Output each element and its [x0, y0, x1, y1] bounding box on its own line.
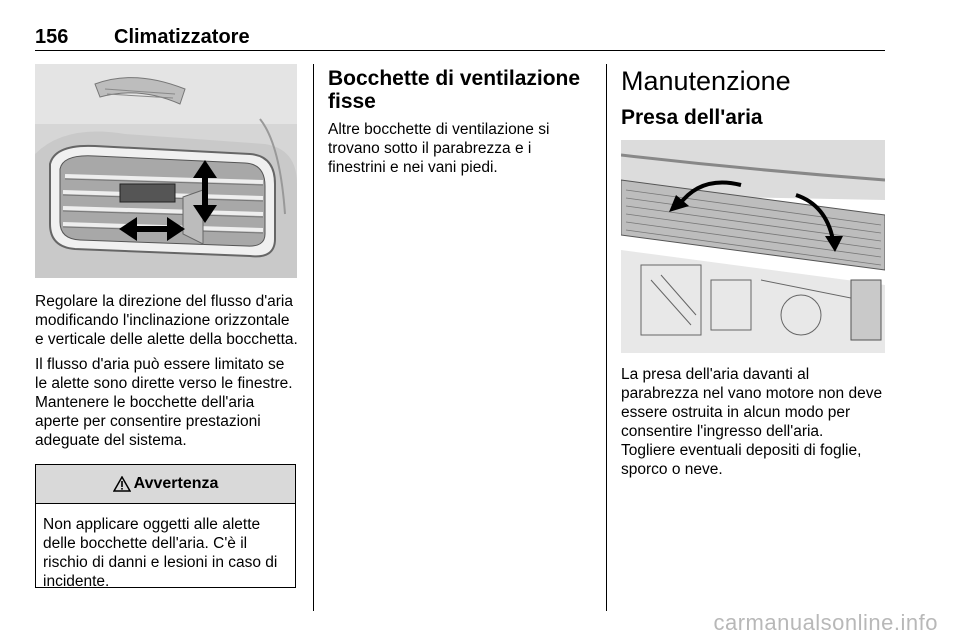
warning-text: Non applicare oggetti alle alette delle bocchette dell'aria. C'è il rischio di danni e lesioni in caso di incidente.: [43, 516, 278, 590]
air-intake-paragraph: La presa dell'aria davanti al parabrezza nel vano motore non deve essere ostruita in alcun modo per consentire l'ingresso dell'aria.: [621, 366, 883, 440]
warning-box: [35, 464, 296, 588]
air-vent-illustration: [35, 64, 297, 278]
fixed-vents-paragraph: Altre bocchette di ventilazione si trovano sotto il parabrezza e i finestrini e nei vani piedi.: [328, 121, 550, 176]
right-column-head: [621, 66, 886, 130]
air-intake-subtitle: Presa dell'aria: [621, 106, 763, 129]
right-column-text: [621, 365, 886, 485]
chapter-title: Climatizzatore: [114, 26, 250, 48]
warning-header: [36, 465, 295, 504]
vent-adjust-paragraph: Regolare la direzione del flusso d'aria modificando l'inclinazione orizzontale e verticale delle alette della bocchetta.: [35, 293, 298, 348]
header-rule: [35, 50, 885, 51]
remove-debris-paragraph: Togliere eventuali depositi di foglie, sporco o neve.: [621, 442, 862, 478]
warning-title: Avvertenza: [133, 475, 219, 492]
vent-flow-paragraph: Il flusso d'aria può essere limitato se le alette sono dirette verso le finestre. Mantenere le bocchette dell'aria aperte per consentire prestazioni adeguate del sistema.: [35, 356, 293, 449]
air-intake-illustration: [621, 140, 885, 353]
column-divider-1: [313, 64, 314, 611]
middle-column: [328, 67, 593, 183]
page-number: 156: [35, 26, 69, 48]
fixed-vents-title: Bocchette di ventilazione fisse: [328, 67, 581, 113]
warning-triangle-icon: [113, 476, 131, 492]
left-column-text: [35, 292, 300, 456]
watermark: carmanualsonline.info: [713, 610, 938, 635]
maintenance-title: Manutenzione: [621, 66, 791, 96]
column-divider-2: [606, 64, 607, 611]
